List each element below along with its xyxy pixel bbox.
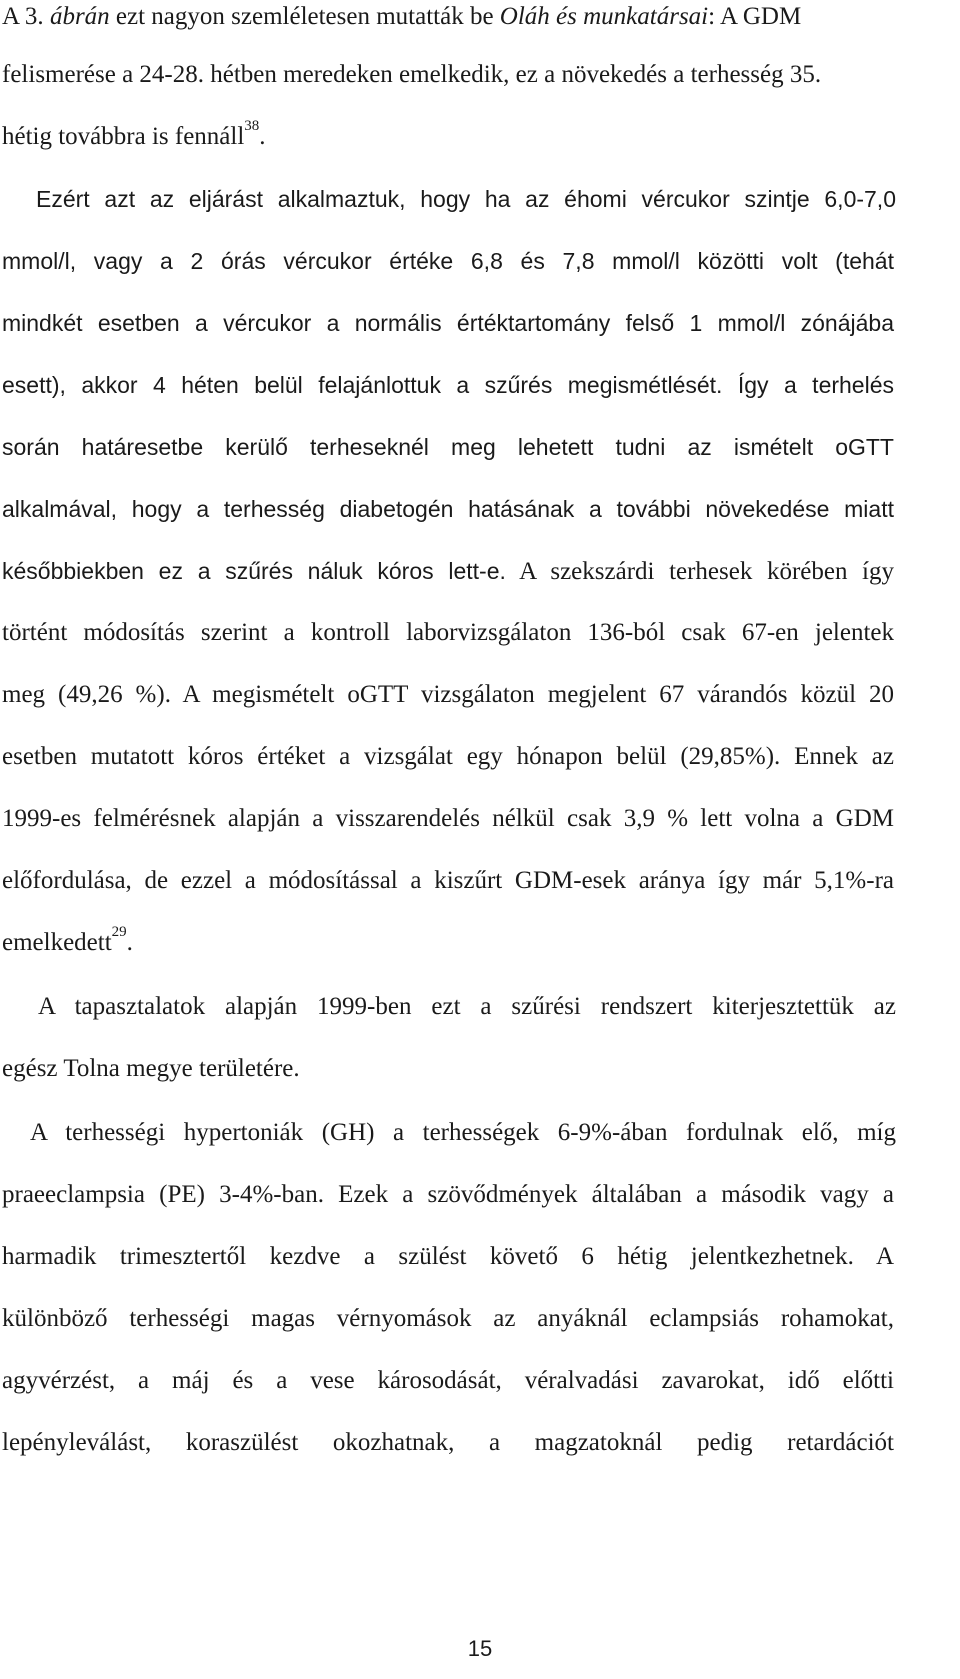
- paragraph-2-line-1: Ezért azt az eljárást alkalmaztuk, hogy ha az éhomi vércukor szintje 6,0-7,0: [36, 186, 896, 212]
- paragraph-2-line-2: mmol/l, vagy a 2 órás vércukor értéke 6,8 és 7,8 mmol/l közötti volt (tehát: [2, 248, 894, 274]
- paragraph-4-line-6: lepényleválást, koraszülést okozhatnak, a magzatoknál pedig retardációt: [2, 1429, 894, 1456]
- paragraph-3-line-2: egész Tolna megye területére.: [2, 1055, 300, 1082]
- page-number: 15: [467, 1636, 493, 1661]
- paragraph-2-line-10: esetben mutatott kóros értéket a vizsgálat egy hónapon belül (29,85%). Ennek az: [2, 743, 894, 770]
- text-run: esett), akkor 4 héten belül felajánlottuk a szűrés megismétlését.: [2, 372, 723, 398]
- paragraph-2-line-9: meg (49,26 %). A megismételt oGTT vizsgálaton megjelent 67 várandós közül 20: [2, 681, 894, 708]
- paragraph-4-line-5: agyvérzést, a máj és a vese károsodását, véralvadási zavarokat, idő előtti: [2, 1367, 894, 1394]
- footnote-reference: 29: [111, 924, 127, 940]
- paragraph-2-line-3: mindkét esetben a vércukor a normális értéktartomány felső 1 mmol/l zónájába: [2, 310, 894, 336]
- text-run: ezt nagyon szemléletesen mutatták be: [109, 3, 500, 30]
- text-run: hétig továbbra is fennáll: [2, 123, 245, 150]
- text-run: emelkedett: [2, 929, 112, 956]
- text-run: későbbiekben ez a szűrés náluk kóros lett-e.: [2, 558, 506, 584]
- text-run: Így a terhelés: [722, 372, 895, 398]
- paragraph-1-line-2: felismerése a 24-28. hétben meredeken emelkedik, ez a növekedés a terhesség 35.: [2, 61, 822, 88]
- paragraph-1-line-3: [2, 118, 894, 152]
- italic-text: ábrán: [49, 3, 110, 30]
- italic-text: Oláh és munkatársai: [499, 3, 709, 30]
- paragraph-2-line-4: [2, 370, 894, 400]
- text-run: .: [259, 123, 266, 150]
- paragraph-4-line-1: A terhességi hypertoniák (GH) a terhességek 6-9%-ában fordulnak elő, míg: [30, 1119, 896, 1146]
- paragraph-3-line-1: A tapasztalatok alapján 1999-ben ezt a szűrési rendszert kiterjesztettük az: [38, 993, 896, 1020]
- paragraph-1-line-1: [2, 2, 894, 32]
- footnote-reference: 38: [244, 118, 260, 134]
- text-run: A szekszárdi terhesek körében így: [505, 558, 894, 585]
- text-run: : A GDM: [708, 3, 802, 30]
- paragraph-2-line-12: előfordulása, de ezzel a módosítással a kiszűrt GDM-esek aránya így már 5,1%-ra: [2, 867, 894, 894]
- paragraph-2-line-13: [2, 924, 894, 958]
- text-run: .: [126, 929, 133, 956]
- text-run: A 3.: [2, 3, 50, 30]
- paragraph-2-line-7: [2, 556, 894, 586]
- paragraph-2-line-6: alkalmával, hogy a terhesség diabetogén hatásának a további növekedése miatt: [2, 496, 894, 522]
- paragraph-4-line-2: praeeclampsia (PE) 3-4%-ban. Ezek a szövődmények általában a második vagy a: [2, 1181, 894, 1208]
- paragraph-2-line-8: történt módosítás szerint a kontroll laborvizsgálaton 136-ból csak 67-en jelentek: [2, 619, 894, 646]
- paragraph-4-line-4: különböző terhességi magas vérnyomások az anyáknál eclampsiás rohamokat,: [2, 1305, 894, 1332]
- paragraph-2-line-11: 1999-es felmérésnek alapján a visszarendelés nélkül csak 3,9 % lett volna a GDM: [2, 805, 894, 832]
- paragraph-2-line-5: során határesetbe kerülő terheseknél meg lehetett tudni az ismételt oGTT: [2, 434, 894, 460]
- paragraph-4-line-3: harmadik trimesztertől kezdve a szülést követő 6 hétig jelentkezhetnek. A: [2, 1243, 894, 1270]
